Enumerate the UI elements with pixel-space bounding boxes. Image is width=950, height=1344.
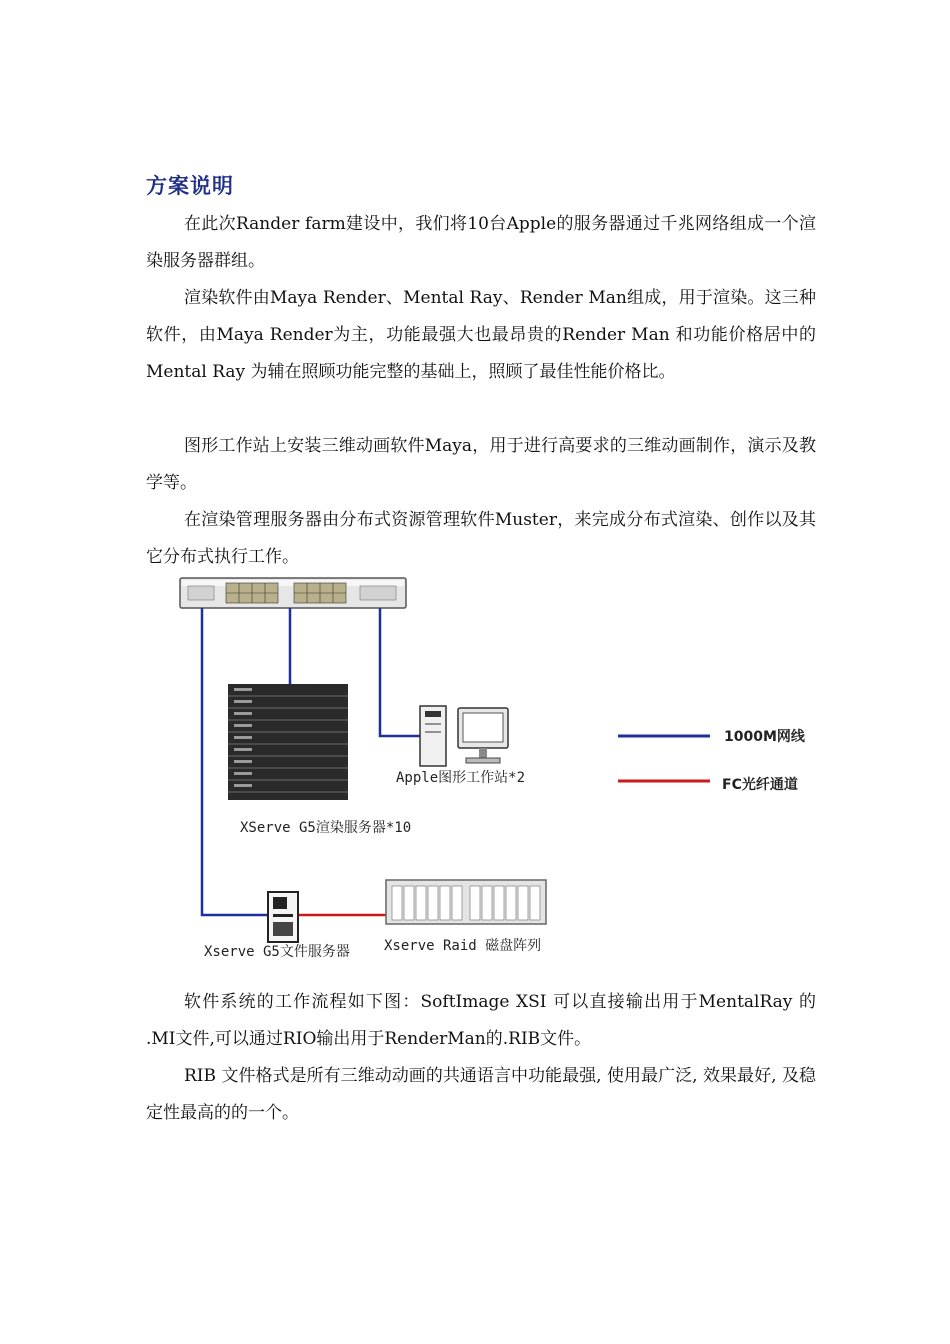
section-heading: 方案说明 [146, 174, 234, 198]
raid-array-icon [386, 880, 546, 924]
file-server-label: Xserve G5文件服务器 [204, 944, 350, 960]
file-server-icon [268, 892, 298, 942]
paragraph-render-management: 在渲染管理服务器由分布式资源管理软件Muster，来完成分布式渲染、创作以及其它分布式执行工作。 [146, 510, 816, 567]
legend-network-label: 1000M网线 [724, 729, 805, 745]
network-diagram [170, 570, 820, 970]
paragraph-workstation: 图形工作站上安装三维动画软件Maya，用于进行高要求的三维动画制作，演示及教学等。 [146, 436, 816, 493]
paragraph-render-farm: 在此次Rander farm建设中，我们将10台Apple的服务器通过千兆网络组成一个渲染服务器群组。 [146, 214, 816, 271]
cable-to-workstation [380, 608, 420, 736]
legend-fc-label: FC光纤通道 [722, 777, 798, 793]
paragraph-rib-format: RIB 文件格式是所有三维动动画的共通语言中功能最强, 使用最广泛, 效果最好, 及稳定性最高的的一个。 [146, 1066, 816, 1123]
paragraph-workflow: 软件系统的工作流程如下图：SoftImage XSI 可以直接输出用于MentalRay 的 .MI文件,可以通过RIO输出用于RenderMan的.RIB文件。 [146, 992, 816, 1049]
switch-icon [180, 578, 406, 608]
render-servers-label: XServe G5渲染服务器*10 [240, 820, 412, 836]
legend [618, 728, 806, 793]
render-server-stack-icon [228, 684, 348, 800]
workstation-label: Apple图形工作站*2 [396, 770, 526, 786]
raid-label: Xserve Raid 磁盘阵列 [384, 938, 542, 954]
workstation-icon [420, 706, 508, 766]
paragraph-render-software: 渲染软件由Maya Render、Mental Ray、Render Man组成，用于渲染。这三种软件，由Maya Render为主，功能最强大也最昂贵的Render Man 和功能价格居中的Mental Ray 为辅在照顾功能完整的基础上，照顾了最佳性能价格比。 [146, 288, 816, 382]
